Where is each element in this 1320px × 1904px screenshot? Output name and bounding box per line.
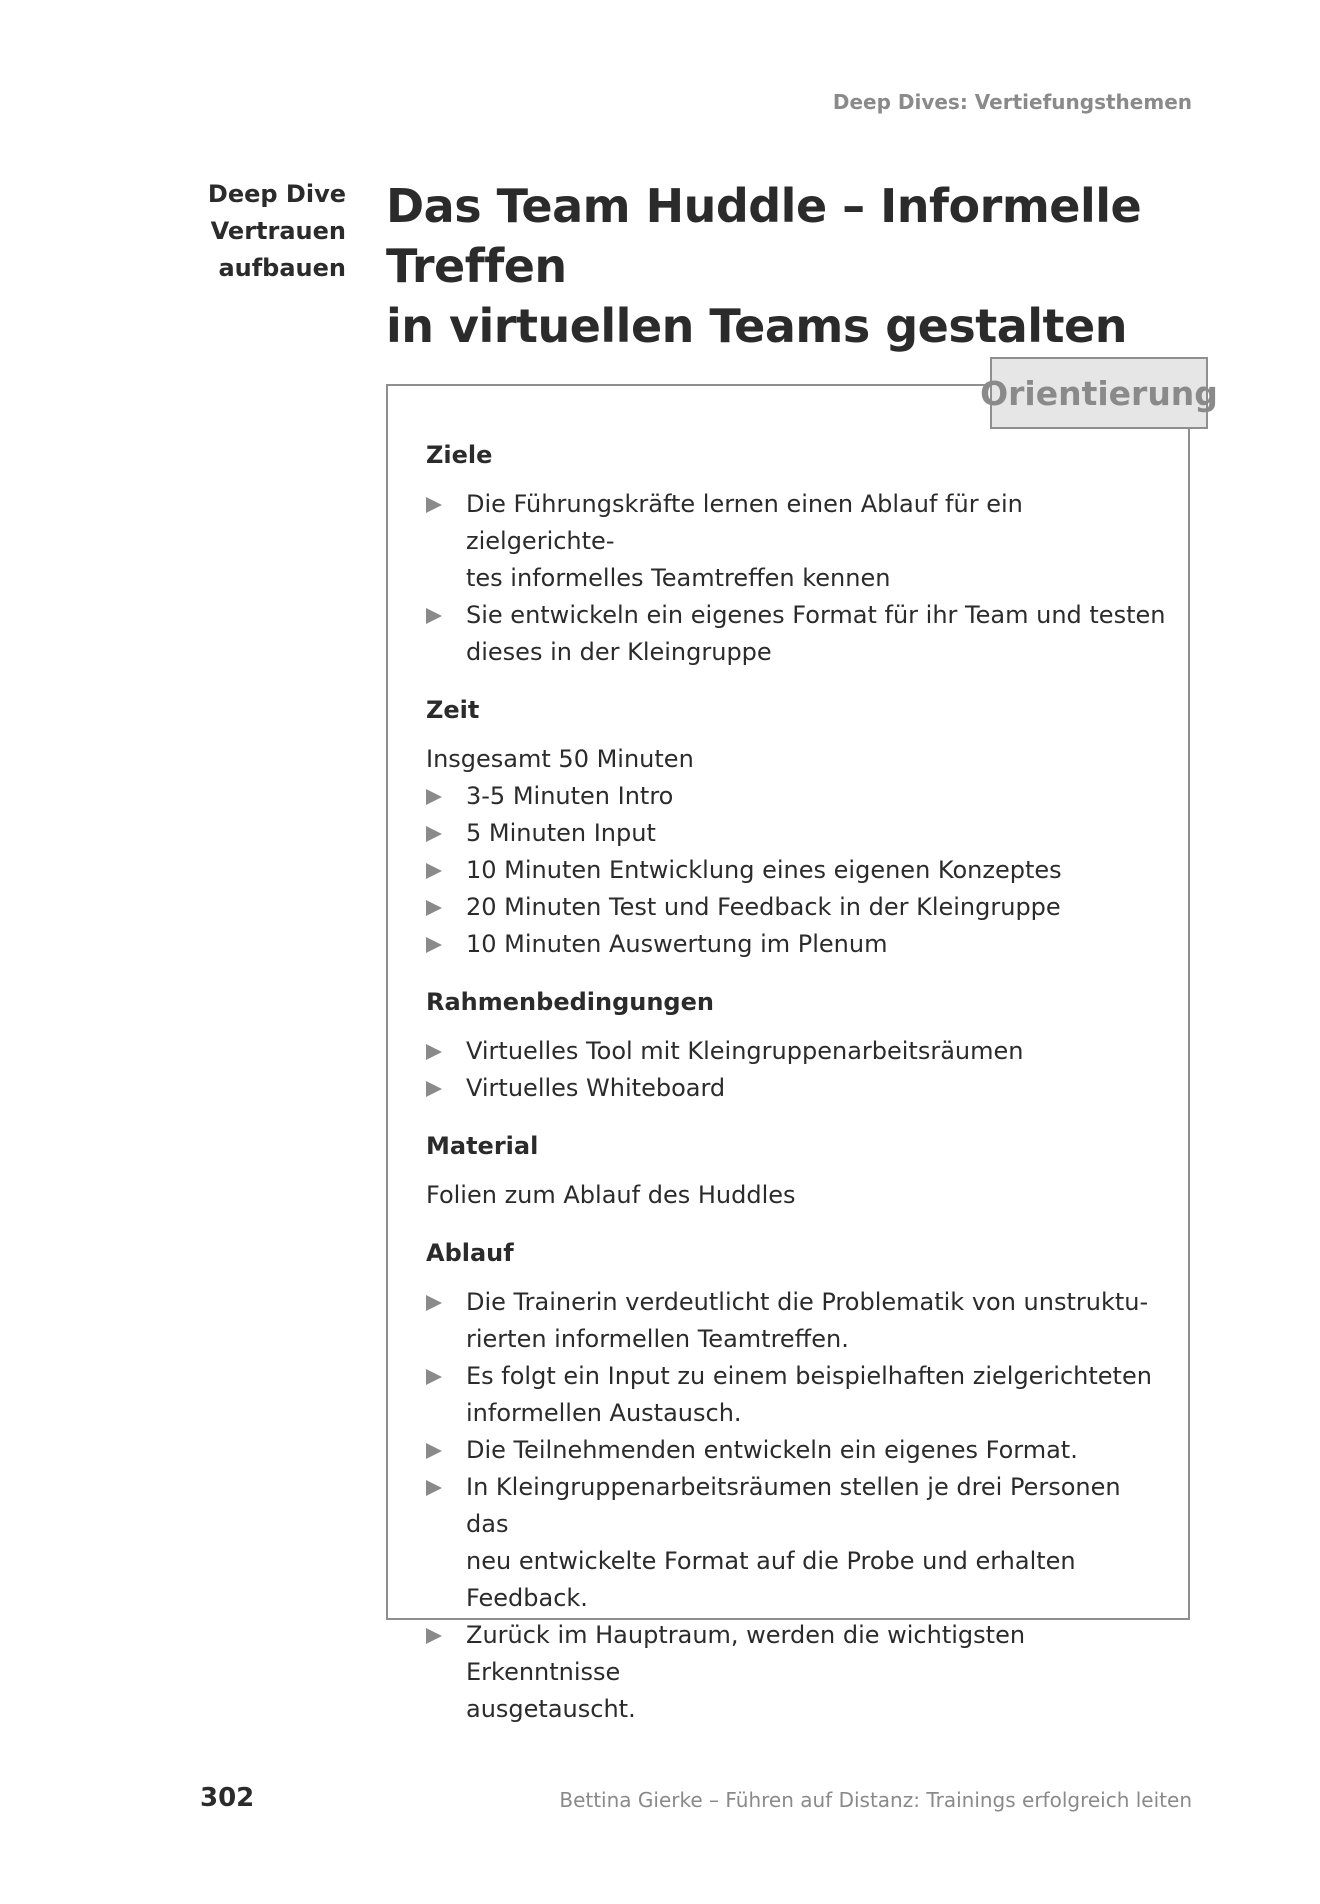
- triangle-bullet-icon: [426, 608, 442, 624]
- list-item: Virtuelles Tool mit Kleingruppenarbeitsräumen: [426, 1033, 1166, 1070]
- triangle-bullet-icon: [426, 1628, 442, 1644]
- triangle-bullet-icon: [426, 1081, 442, 1097]
- section-heading: Material: [426, 1132, 539, 1160]
- list-item-line: rierten informellen Teamtreffen.: [466, 1325, 849, 1353]
- list-item-line: In Kleingruppenarbeitsräumen stellen je drei Personen das: [466, 1473, 1121, 1538]
- triangle-bullet-icon: [426, 937, 442, 953]
- triangle-bullet-icon: [426, 1480, 442, 1496]
- triangle-bullet-icon: [426, 1369, 442, 1385]
- triangle-bullet-icon: [426, 497, 442, 513]
- side-label: [208, 176, 346, 287]
- title-line: Das Team Huddle – Informelle Treffen: [386, 179, 1142, 293]
- bullet-list: [426, 778, 1166, 963]
- list-item: 3-5 Minuten Intro: [426, 778, 1166, 815]
- title-line: in virtuellen Teams gestalten: [386, 299, 1127, 353]
- bullet-list: [426, 1033, 1166, 1107]
- list-item-line: informellen Austausch.: [466, 1399, 742, 1427]
- list-item: [426, 597, 1166, 671]
- bullet-list: [426, 1284, 1166, 1728]
- triangle-bullet-icon: [426, 1044, 442, 1060]
- orientation-content: [426, 440, 1166, 1728]
- list-item-line: tes informelles Teamtreffen kennen: [466, 564, 891, 592]
- bullet-list: [426, 486, 1166, 671]
- list-item-line: ausgetauscht.: [466, 1695, 636, 1723]
- footer-credit: Bettina Gierke – Führen auf Distanz: Trainings erfolgreich leiten: [559, 1788, 1192, 1812]
- list-item: [426, 1469, 1166, 1617]
- list-item-line: Es folgt ein Input zu einem beispielhaften zielgerichteten: [466, 1362, 1152, 1390]
- page-number: 302: [200, 1783, 255, 1813]
- running-head: Deep Dives: Vertiefungsthemen: [832, 90, 1192, 114]
- list-item-line: Die Führungskräfte lernen einen Ablauf für ein zielgerichte-: [466, 490, 1023, 555]
- triangle-bullet-icon: [426, 1443, 442, 1459]
- triangle-bullet-icon: [426, 863, 442, 879]
- list-item: [426, 486, 1166, 597]
- list-item: 10 Minuten Entwicklung eines eigenen Konzeptes: [426, 852, 1166, 889]
- section-material: [426, 1131, 1166, 1214]
- side-label-line: Deep Dive: [207, 180, 346, 208]
- list-item-line: Die Trainerin verdeutlicht die Problematik von unstruktu-: [466, 1288, 1149, 1316]
- list-item: 10 Minuten Auswertung im Plenum: [426, 926, 1166, 963]
- list-item-line: Zurück im Hauptraum, werden die wichtigsten Erkenntnisse: [466, 1621, 1026, 1686]
- triangle-bullet-icon: [426, 789, 442, 805]
- triangle-bullet-icon: [426, 900, 442, 916]
- page-title: [386, 176, 1216, 356]
- section-text: Folien zum Ablauf des Huddles: [426, 1181, 796, 1209]
- list-item-line: dieses in der Kleingruppe: [466, 638, 772, 666]
- section-heading: Ziele: [426, 441, 493, 469]
- list-item: [426, 1617, 1166, 1728]
- list-item: [426, 1284, 1166, 1358]
- section-ziele: [426, 440, 1166, 671]
- section-zeit: [426, 695, 1166, 963]
- section-text: Insgesamt 50 Minuten: [426, 745, 694, 773]
- orientation-tag: Orientierung: [990, 357, 1208, 429]
- list-item-line: Die Teilnehmenden entwickeln ein eigenes Format.: [466, 1436, 1078, 1464]
- triangle-bullet-icon: [426, 826, 442, 842]
- list-item: 5 Minuten Input: [426, 815, 1166, 852]
- section-heading: Zeit: [426, 696, 480, 724]
- list-item: Virtuelles Whiteboard: [426, 1070, 1166, 1107]
- list-item: 20 Minuten Test und Feedback in der Kleingruppe: [426, 889, 1166, 926]
- section-heading: Rahmenbedingungen: [426, 988, 714, 1016]
- section-ablauf: [426, 1238, 1166, 1728]
- section-heading: Ablauf: [426, 1239, 514, 1267]
- list-item: [426, 1432, 1166, 1469]
- section-rahmenbedingungen: [426, 987, 1166, 1107]
- side-label-line: aufbauen: [218, 254, 346, 282]
- side-label-line: Vertrauen: [210, 217, 346, 245]
- list-item-line: neu entwickelte Format auf die Probe und erhalten Feedback.: [466, 1547, 1076, 1612]
- list-item-line: Sie entwickeln ein eigenes Format für ihr Team und testen: [466, 601, 1166, 629]
- triangle-bullet-icon: [426, 1295, 442, 1311]
- list-item: [426, 1358, 1166, 1432]
